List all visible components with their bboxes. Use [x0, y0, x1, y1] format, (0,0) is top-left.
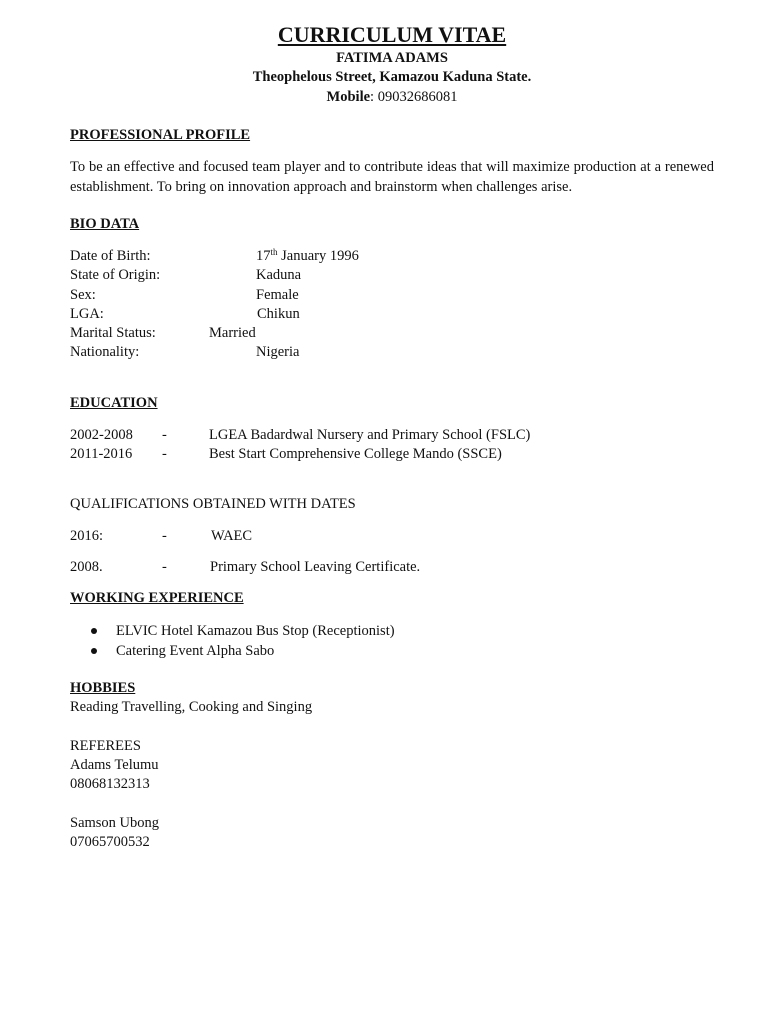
- referee-name: Adams Telumu: [70, 757, 159, 773]
- experience-heading: WORKING EXPERIENCE: [70, 590, 244, 606]
- dob-suffix: th: [270, 247, 278, 257]
- education-heading: EDUCATION: [70, 395, 158, 411]
- hobbies-heading: HOBBIES: [70, 680, 136, 696]
- mobile-label: Mobile: [326, 89, 371, 105]
- origin-label: State of Origin:: [70, 267, 161, 283]
- experience-item: Catering Event Alpha Sabo: [116, 643, 275, 659]
- hobbies-text: Reading Travelling, Cooking and Singing: [70, 699, 313, 715]
- list-item: [70, 621, 395, 641]
- bullet-icon: [91, 628, 97, 634]
- origin-value: Kaduna: [256, 267, 302, 283]
- referee-name: Samson Ubong: [70, 815, 160, 831]
- bullet-icon: [91, 648, 97, 654]
- qualification-year: 2016:: [70, 528, 104, 544]
- education-row-school: Best Start Comprehensive College Mando (SSCE): [209, 446, 502, 462]
- profile-heading: PROFESSIONAL PROFILE: [70, 127, 251, 143]
- qualification-dash: -: [162, 559, 167, 575]
- candidate-mobile: [0, 89, 768, 106]
- education-row-dash: -: [162, 427, 167, 443]
- experience-list: [70, 621, 395, 661]
- referee-phone: 08068132313: [70, 776, 150, 792]
- nationality-value: Nigeria: [256, 344, 300, 360]
- profile-text: To be an effective and focused team player and to contribute ideas that will maximize production at a renewed establishment. To bring on innovation approach and brainstorm when challenges arise.: [70, 159, 714, 195]
- candidate-address: Theophelous Street, Kamazou Kaduna State.: [252, 69, 532, 85]
- marital-label: Marital Status:: [70, 325, 156, 341]
- qualification-dash: -: [162, 528, 167, 544]
- marital-value: Married: [209, 325, 256, 341]
- dob-label: Date of Birth:: [70, 248, 151, 264]
- dob-rest: January 1996: [277, 248, 359, 264]
- education-row-dash: -: [162, 446, 167, 462]
- mobile-value: : 09032686081: [370, 89, 458, 105]
- qualification-year: 2008.: [70, 559, 103, 575]
- qualification-name: WAEC: [211, 528, 253, 544]
- referees-heading: REFEREES: [70, 738, 141, 754]
- education-row-years: 2011-2016: [70, 446, 133, 462]
- document-title: CURRICULUM VITAE: [277, 22, 507, 47]
- qualification-name: Primary School Leaving Certificate.: [210, 559, 421, 575]
- education-row-years: 2002-2008: [70, 427, 133, 443]
- nationality-label: Nationality:: [70, 344, 140, 360]
- sex-value: Female: [256, 287, 299, 303]
- qualifications-heading: QUALIFICATIONS OBTAINED WITH DATES: [70, 496, 356, 512]
- lga-value: Chikun: [257, 306, 300, 322]
- candidate-name: FATIMA ADAMS: [336, 50, 448, 66]
- experience-item: ELVIC Hotel Kamazou Bus Stop (Receptionist): [116, 623, 395, 639]
- sex-label: Sex:: [70, 287, 96, 303]
- lga-label: LGA:: [70, 306, 104, 322]
- dob-day: 17: [256, 248, 271, 264]
- dob-value: [256, 248, 359, 265]
- bio-heading: BIO DATA: [70, 216, 140, 232]
- list-item: [70, 641, 395, 661]
- referee-phone: 07065700532: [70, 834, 150, 850]
- education-row-school: LGEA Badardwal Nursery and Primary School (FSLC): [209, 427, 531, 443]
